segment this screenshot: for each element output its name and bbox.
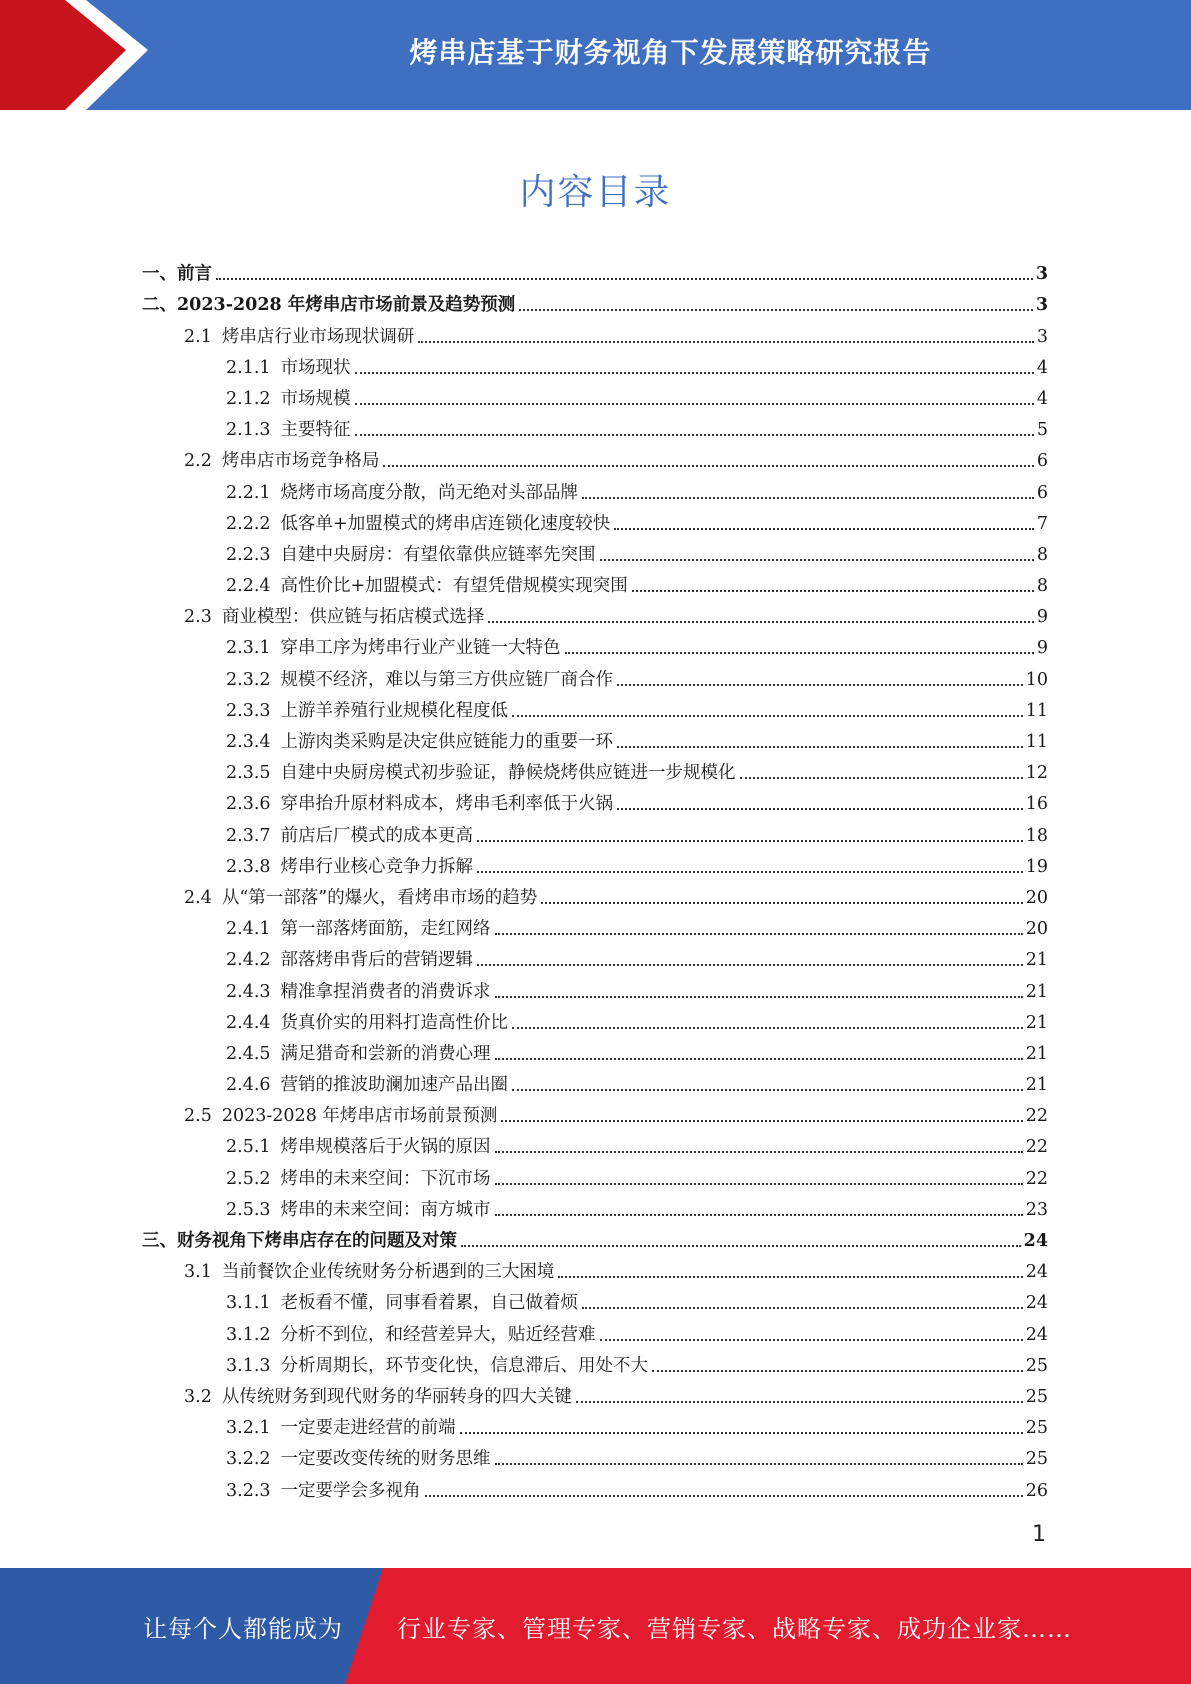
toc-dot-leader bbox=[512, 1027, 1023, 1029]
footer-slogan: 让每个人都能成为 bbox=[143, 1614, 343, 1643]
toc-dot-leader bbox=[495, 1058, 1023, 1060]
toc-dot-leader bbox=[488, 621, 1034, 623]
toc-dot-leader bbox=[418, 341, 1034, 343]
toc-dot-leader bbox=[614, 528, 1034, 530]
toc-entry-page: 3 bbox=[1035, 295, 1048, 316]
toc-entry-number: 2.2.2 bbox=[226, 513, 271, 534]
toc-entry-title: 烧烤市场高度分散，尚无绝对头部品牌 bbox=[280, 482, 579, 503]
toc-entry-title: 烤串店行业市场现状调研 bbox=[221, 326, 415, 347]
toc-entry[interactable] bbox=[142, 597, 1048, 628]
toc-entry-number: 2.4.3 bbox=[226, 981, 271, 1002]
toc-entry[interactable] bbox=[142, 847, 1048, 878]
toc-entry-number: 2.5.1 bbox=[226, 1137, 271, 1158]
toc-entry-title: 前店后厂模式的成本更高 bbox=[280, 825, 474, 846]
toc-heading: 内容目录 bbox=[519, 172, 672, 213]
toc-entry-number: 2.3.8 bbox=[226, 856, 271, 877]
toc-entry-title: 规模不经济，难以与第三方供应链厂商合作 bbox=[280, 669, 614, 690]
toc-entry-page: 21 bbox=[1025, 1075, 1048, 1096]
toc-entry-title: 商业模型：供应链与拓店模式选择 bbox=[221, 607, 485, 628]
toc-entry-title: 自建中央厨房模式初步验证，静候烧烤供应链进一步规模化 bbox=[280, 763, 736, 784]
toc-entry[interactable] bbox=[142, 1314, 1048, 1345]
toc-entry[interactable] bbox=[142, 1377, 1048, 1408]
toc-entry[interactable] bbox=[142, 1003, 1048, 1034]
toc-entry-number: 2.1.2 bbox=[226, 388, 271, 409]
toc-entry-page: 22 bbox=[1025, 1168, 1048, 1189]
toc-entry[interactable] bbox=[142, 659, 1048, 690]
toc-entry-page: 21 bbox=[1025, 1043, 1048, 1064]
toc-entry-number: 2.2.3 bbox=[226, 544, 271, 565]
toc-entry[interactable] bbox=[142, 784, 1048, 815]
toc-entry[interactable] bbox=[142, 441, 1048, 472]
toc-dot-leader bbox=[558, 1276, 1022, 1278]
toc-dot-leader bbox=[541, 902, 1022, 904]
toc-entry-page: 3 bbox=[1035, 264, 1048, 285]
toc-entry-page: 7 bbox=[1036, 513, 1048, 534]
toc-entry-number: 二、 bbox=[142, 295, 177, 316]
toc-entry-number: 3.2.2 bbox=[226, 1449, 271, 1470]
table-of-contents bbox=[142, 254, 1048, 1502]
toc-dot-leader bbox=[501, 1120, 1022, 1122]
toc-entry-title: 营销的推波助澜加速产品出圈 bbox=[280, 1075, 509, 1096]
toc-entry-title: 烤串规模落后于火锅的原因 bbox=[280, 1137, 491, 1158]
toc-entry-title: 财务视角下烤串店存在的问题及对策 bbox=[177, 1231, 457, 1251]
toc-entry-number: 3.2.1 bbox=[226, 1418, 271, 1439]
toc-entry-number: 2.4.6 bbox=[226, 1075, 271, 1096]
toc-entry-page: 6 bbox=[1036, 451, 1048, 472]
toc-entry-number: 3.1.2 bbox=[226, 1324, 271, 1345]
toc-entry-title: 高性价比+加盟模式：有望凭借规模实现突围 bbox=[280, 576, 628, 597]
toc-entry-title: 分析周期长，环节变化快，信息滞后、用处不大 bbox=[280, 1355, 649, 1376]
toc-entry-page: 5 bbox=[1036, 420, 1048, 441]
toc-entry-page: 12 bbox=[1025, 763, 1048, 784]
toc-entry-number: 2.1.3 bbox=[226, 420, 271, 441]
toc-entry-number: 2.4.2 bbox=[226, 950, 271, 971]
toc-entry-number: 3.2.3 bbox=[226, 1480, 271, 1501]
toc-entry-number: 2.2 bbox=[184, 451, 212, 472]
toc-entry[interactable] bbox=[142, 348, 1048, 379]
toc-dot-leader bbox=[216, 278, 1033, 280]
toc-entry[interactable] bbox=[142, 566, 1048, 597]
toc-entry-page: 24 bbox=[1025, 1324, 1048, 1345]
toc-entry-title: 市场现状 bbox=[280, 357, 351, 378]
toc-entry-number: 2.3.5 bbox=[226, 763, 271, 784]
toc-entry-page: 20 bbox=[1025, 887, 1048, 908]
toc-entry-page: 22 bbox=[1025, 1137, 1048, 1158]
toc-entry[interactable] bbox=[142, 691, 1048, 722]
toc-entry[interactable] bbox=[142, 628, 1048, 659]
toc-entry-page: 25 bbox=[1025, 1355, 1048, 1376]
toc-dot-leader bbox=[582, 1307, 1023, 1309]
toc-entry-page: 4 bbox=[1036, 388, 1048, 409]
toc-dot-leader bbox=[495, 996, 1023, 998]
toc-entry[interactable] bbox=[142, 316, 1048, 347]
toc-entry-title: 2023-2028 年烤串店市场前景预测 bbox=[221, 1106, 498, 1127]
toc-dot-leader bbox=[355, 403, 1034, 405]
toc-entry-number: 2.3.2 bbox=[226, 669, 271, 690]
toc-dot-leader bbox=[519, 309, 1033, 311]
toc-entry-number: 2.2.1 bbox=[226, 482, 271, 503]
toc-entry-number: 2.5.2 bbox=[226, 1168, 271, 1189]
toc-dot-leader bbox=[355, 434, 1034, 436]
toc-entry-number: 2.4 bbox=[184, 887, 212, 908]
toc-dot-leader bbox=[512, 1089, 1023, 1091]
toc-entry[interactable] bbox=[142, 1221, 1048, 1252]
toc-entry[interactable] bbox=[142, 815, 1048, 846]
report-title: 烤串店基于财务视角下发展策略研究报告 bbox=[409, 36, 932, 69]
toc-entry[interactable] bbox=[142, 1158, 1048, 1189]
toc-entry-number: 3.1.1 bbox=[226, 1293, 271, 1314]
toc-entry-page: 18 bbox=[1025, 825, 1048, 846]
toc-entry-page: 21 bbox=[1025, 950, 1048, 971]
toc-dot-leader bbox=[495, 933, 1023, 935]
toc-dot-leader bbox=[576, 1401, 1023, 1403]
toc-entry-number: 3.1 bbox=[184, 1262, 212, 1283]
toc-entry-number: 2.3.1 bbox=[226, 638, 271, 659]
toc-entry[interactable] bbox=[142, 472, 1048, 503]
toc-dot-leader bbox=[600, 559, 1034, 561]
toc-entry[interactable] bbox=[142, 1252, 1048, 1283]
toc-entry-page: 24 bbox=[1023, 1231, 1048, 1251]
toc-dot-leader bbox=[652, 1370, 1023, 1372]
toc-entry[interactable] bbox=[142, 971, 1048, 1002]
toc-dot-leader bbox=[477, 871, 1023, 873]
toc-entry-number: 2.3.7 bbox=[226, 825, 271, 846]
page-footer bbox=[0, 1568, 1191, 1684]
toc-dot-leader bbox=[383, 465, 1034, 467]
toc-entry-title: 分析不到位，和经营差异大，贴近经营难 bbox=[280, 1324, 596, 1345]
toc-entry-title: 低客单+加盟模式的烤串店连锁化速度较快 bbox=[280, 513, 611, 534]
toc-dot-leader bbox=[477, 964, 1023, 966]
toc-entry-number: 2.3.3 bbox=[226, 700, 271, 721]
toc-entry[interactable] bbox=[142, 1346, 1048, 1377]
toc-entry-number: 3.1.3 bbox=[226, 1355, 271, 1376]
page-number: 1 bbox=[1032, 1522, 1046, 1547]
toc-dot-leader bbox=[477, 840, 1023, 842]
toc-entry-title: 主要特征 bbox=[280, 420, 351, 441]
toc-entry-title: 老板看不懂，同事看着累，自己做着烦 bbox=[280, 1293, 579, 1314]
toc-entry[interactable] bbox=[142, 535, 1048, 566]
toc-entry-page: 20 bbox=[1025, 919, 1048, 940]
toc-entry-title: 第一部落烤面筋，走红网络 bbox=[280, 919, 491, 940]
toc-dot-leader bbox=[460, 1432, 1023, 1434]
toc-entry[interactable] bbox=[142, 1065, 1048, 1096]
toc-entry-page: 9 bbox=[1036, 607, 1048, 628]
toc-entry-page: 19 bbox=[1025, 856, 1048, 877]
toc-entry[interactable] bbox=[142, 1096, 1048, 1127]
toc-dot-leader bbox=[495, 1151, 1023, 1153]
toc-entry-number: 2.4.5 bbox=[226, 1043, 271, 1064]
toc-entry-page: 8 bbox=[1036, 576, 1048, 597]
toc-entry-title: 烤串的未来空间：下沉市场 bbox=[280, 1168, 491, 1189]
toc-entry-page: 24 bbox=[1025, 1293, 1048, 1314]
toc-entry-title: 穿串抬升原材料成本，烤串毛利率低于火锅 bbox=[280, 794, 614, 815]
toc-entry-number: 2.1 bbox=[184, 326, 212, 347]
toc-dot-leader bbox=[495, 1183, 1023, 1185]
toc-entry[interactable] bbox=[142, 379, 1048, 410]
toc-entry-number: 2.3.6 bbox=[226, 794, 271, 815]
toc-entry-title: 从传统财务到现代财务的华丽转身的四大关键 bbox=[221, 1386, 572, 1407]
toc-entry-title: 烤串的未来空间：南方城市 bbox=[280, 1199, 491, 1220]
toc-entry-page: 3 bbox=[1036, 326, 1048, 347]
toc-entry-page: 11 bbox=[1025, 732, 1048, 752]
toc-entry-number: 2.4.1 bbox=[226, 919, 271, 940]
toc-dot-leader bbox=[600, 1339, 1023, 1341]
toc-entry-page: 25 bbox=[1025, 1449, 1048, 1470]
toc-entry-page: 16 bbox=[1025, 794, 1048, 815]
toc-entry-number: 三、 bbox=[142, 1231, 177, 1251]
toc-entry[interactable] bbox=[142, 753, 1048, 784]
toc-entry-title: 上游肉类采购是决定供应链能力的重要一环 bbox=[280, 732, 614, 752]
toc-entry-title: 一定要改变传统的财务思维 bbox=[280, 1449, 491, 1470]
toc-entry-title: 满足猎奇和尝新的消费心理 bbox=[280, 1043, 491, 1064]
toc-entry-page: 25 bbox=[1025, 1386, 1048, 1407]
toc-entry[interactable] bbox=[142, 1439, 1048, 1470]
toc-entry-page: 21 bbox=[1025, 981, 1048, 1002]
toc-entry-title: 穿串工序为烤串行业产业链一大特色 bbox=[280, 638, 561, 659]
toc-entry-title: 2023-2028 年烤串店市场前景及趋势预测 bbox=[177, 295, 516, 316]
toc-dot-leader bbox=[632, 590, 1034, 592]
toc-entry-page: 9 bbox=[1036, 638, 1048, 659]
toc-entry[interactable] bbox=[142, 504, 1048, 535]
toc-entry-number: 一、 bbox=[142, 264, 177, 285]
toc-entry-title: 精准拿捏消费者的消费诉求 bbox=[280, 981, 491, 1002]
toc-dot-leader bbox=[617, 808, 1023, 810]
toc-dot-leader bbox=[425, 1495, 1023, 1497]
toc-entry[interactable] bbox=[142, 1034, 1048, 1065]
toc-dot-leader bbox=[617, 746, 1023, 748]
toc-dot-leader bbox=[617, 684, 1023, 686]
toc-entry[interactable] bbox=[142, 285, 1048, 316]
toc-entry[interactable] bbox=[142, 722, 1048, 753]
toc-entry-title: 前言 bbox=[177, 264, 212, 285]
toc-entry-page: 6 bbox=[1036, 482, 1048, 503]
toc-entry-title: 市场规模 bbox=[280, 388, 351, 409]
toc-entry-page: 4 bbox=[1036, 357, 1048, 378]
toc-entry-number: 2.1.1 bbox=[226, 357, 271, 378]
toc-entry-page: 22 bbox=[1025, 1106, 1048, 1127]
toc-entry-title: 上游羊养殖行业规模化程度低 bbox=[280, 700, 509, 721]
toc-entry-title: 一定要走进经营的前端 bbox=[280, 1418, 456, 1439]
toc-entry-page: 23 bbox=[1025, 1199, 1048, 1220]
toc-entry[interactable] bbox=[142, 1470, 1048, 1501]
toc-entry-page: 8 bbox=[1036, 544, 1048, 565]
toc-entry-number: 2.3.4 bbox=[226, 732, 271, 752]
footer-roles: 行业专家、管理专家、营销专家、战略专家、成功企业家…… bbox=[397, 1614, 1072, 1643]
toc-dot-leader bbox=[740, 777, 1023, 779]
toc-entry-title: 自建中央厨房：有望依靠供应链率先突围 bbox=[280, 544, 596, 565]
page-header bbox=[0, 0, 1191, 110]
toc-dot-leader bbox=[582, 497, 1034, 499]
toc-dot-leader bbox=[355, 372, 1034, 374]
toc-entry-page: 24 bbox=[1025, 1262, 1048, 1283]
toc-entry-title: 部落烤串背后的营销逻辑 bbox=[280, 950, 474, 971]
toc-entry[interactable] bbox=[142, 1408, 1048, 1439]
toc-entry-title: 当前餐饮企业传统财务分析遇到的三大困境 bbox=[221, 1262, 555, 1283]
toc-dot-leader bbox=[495, 1214, 1023, 1216]
toc-entry[interactable] bbox=[142, 254, 1048, 285]
toc-entry-number: 2.5.3 bbox=[226, 1199, 271, 1220]
toc-entry[interactable] bbox=[142, 410, 1048, 441]
toc-entry-number: 3.2 bbox=[184, 1386, 212, 1407]
toc-entry-title: 烤串店市场竞争格局 bbox=[221, 451, 380, 472]
toc-dot-leader bbox=[512, 715, 1023, 717]
toc-dot-leader bbox=[565, 652, 1034, 654]
toc-dot-leader bbox=[495, 1463, 1023, 1465]
toc-entry[interactable] bbox=[142, 1190, 1048, 1221]
toc-entry[interactable] bbox=[142, 878, 1048, 909]
toc-entry-page: 26 bbox=[1025, 1480, 1048, 1501]
toc-entry-page: 21 bbox=[1025, 1012, 1048, 1033]
toc-entry-page: 10 bbox=[1025, 669, 1048, 690]
toc-entry[interactable] bbox=[142, 940, 1048, 971]
toc-entry-title: 货真价实的用料打造高性价比 bbox=[280, 1012, 509, 1033]
toc-dot-leader bbox=[461, 1245, 1021, 1247]
toc-entry-title: 从“第一部落”的爆火，看烤串市场的趋势 bbox=[221, 887, 538, 908]
toc-entry-title: 烤串行业核心竞争力拆解 bbox=[280, 856, 474, 877]
toc-entry-number: 2.3 bbox=[184, 607, 212, 628]
toc-entry[interactable] bbox=[142, 1127, 1048, 1158]
toc-entry-number: 2.2.4 bbox=[226, 576, 271, 597]
toc-entry-number: 2.4.4 bbox=[226, 1012, 271, 1033]
toc-entry-page: 11 bbox=[1025, 700, 1048, 721]
toc-entry-title: 一定要学会多视角 bbox=[280, 1480, 421, 1501]
toc-entry-page: 25 bbox=[1025, 1418, 1048, 1439]
toc-entry[interactable] bbox=[142, 1283, 1048, 1314]
toc-entry[interactable] bbox=[142, 909, 1048, 940]
toc-entry-number: 2.5 bbox=[184, 1106, 212, 1127]
